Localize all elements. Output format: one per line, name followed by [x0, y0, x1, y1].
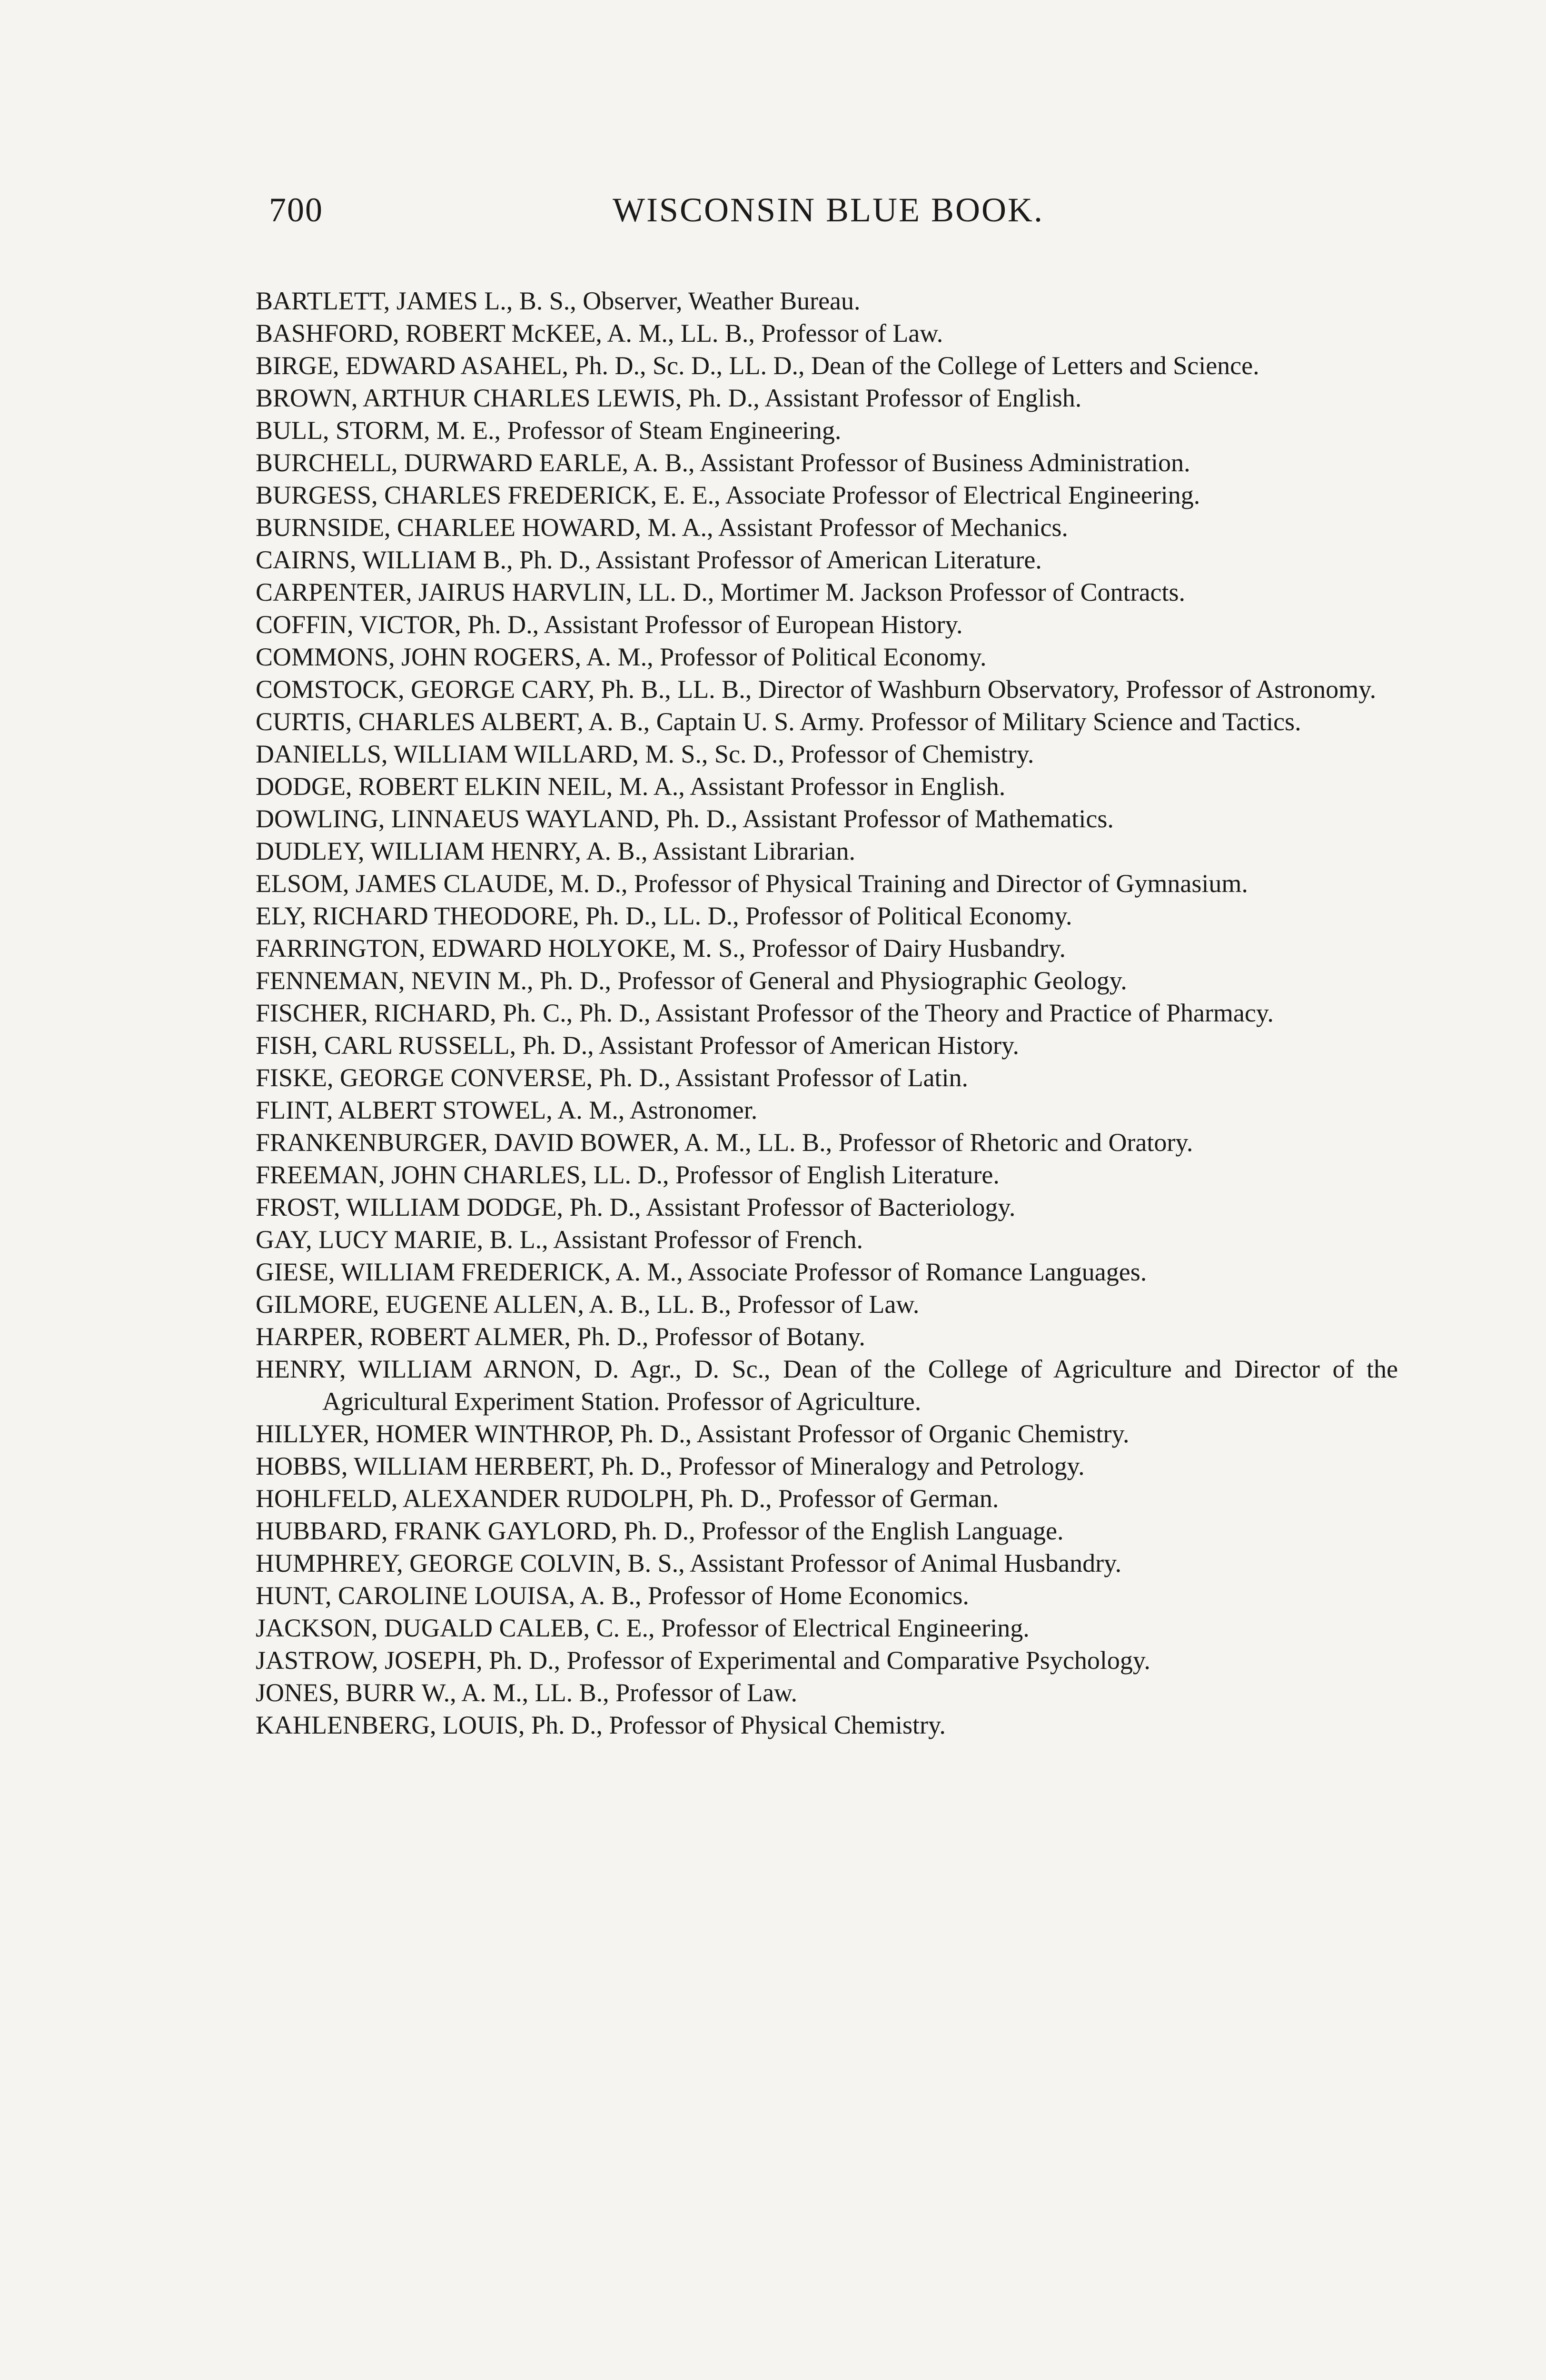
- list-item: DODGE, ROBERT ELKIN NEIL, M. A., Assistant Professor in English.: [256, 772, 1006, 801]
- list-item: HOBBS, WILLIAM HERBERT, Ph. D., Professor of Mineralogy and Petrology.: [256, 1452, 1085, 1480]
- list-item: FRANKENBURGER, DAVID BOWER, A. M., LL. B., Professor of Rhetoric and Oratory.: [256, 1128, 1193, 1157]
- page-header: [269, 190, 1387, 243]
- faculty-list: [256, 285, 1398, 1741]
- running-title: WISCONSIN BLUE BOOK.: [613, 191, 1044, 229]
- list-item: DUDLEY, WILLIAM HENRY, A. B., Assistant Librarian.: [256, 837, 855, 865]
- list-item: CARPENTER, JAIRUS HARVLIN, LL. D., Mortimer M. Jackson Professor of Contracts.: [256, 578, 1186, 606]
- list-item: COFFIN, VICTOR, Ph. D., Assistant Professor of European History.: [256, 610, 963, 639]
- list-item: CAIRNS, WILLIAM B., Ph. D., Assistant Professor of American Literature.: [256, 545, 1042, 574]
- list-item: DANIELLS, WILLIAM WILLARD, M. S., Sc. D., Professor of Chemistry.: [256, 740, 1034, 768]
- list-item: FISH, CARL RUSSELL, Ph. D., Assistant Professor of American History.: [256, 1031, 1020, 1060]
- list-item: KAHLENBERG, LOUIS, Ph. D., Professor of Physical Chemistry.: [256, 1711, 946, 1739]
- page-number: 700: [269, 191, 323, 229]
- list-item: JONES, BURR W., A. M., LL. B., Professor of Law.: [256, 1678, 798, 1707]
- list-item: HILLYER, HOMER WINTHROP, Ph. D., Assistant Professor of Organic Chemistry.: [256, 1419, 1130, 1448]
- list-item: FROST, WILLIAM DODGE, Ph. D., Assistant Professor of Bacteriology.: [256, 1193, 1016, 1221]
- list-item: BROWN, ARTHUR CHARLES LEWIS, Ph. D., Assistant Professor of English.: [256, 384, 1082, 412]
- list-item: FISCHER, RICHARD, Ph. C., Ph. D., Assistant Professor of the Theory and Practice of Pharmacy.: [256, 999, 1274, 1027]
- list-item: HUMPHREY, GEORGE COLVIN, B. S., Assistant Professor of Animal Husbandry.: [256, 1549, 1122, 1577]
- list-item: GILMORE, EUGENE ALLEN, A. B., LL. B., Professor of Law.: [256, 1290, 920, 1319]
- list-item: BASHFORD, ROBERT McKEE, A. M., LL. B., Professor of Law.: [256, 319, 943, 347]
- list-item: JACKSON, DUGALD CALEB, C. E., Professor of Electrical Engineering.: [256, 1614, 1030, 1642]
- list-item: BIRGE, EDWARD ASAHEL, Ph. D., Sc. D., LL. D., Dean of the College of Letters and Science.: [256, 351, 1259, 380]
- list-item: ELSOM, JAMES CLAUDE, M. D., Professor of Physical Training and Director of Gymnasium.: [256, 869, 1248, 898]
- list-item: BARTLETT, JAMES L., B. S., Observer, Weather Bureau.: [256, 287, 861, 315]
- list-item: HUBBARD, FRANK GAYLORD, Ph. D., Professor of the English Language.: [256, 1517, 1064, 1545]
- list-item: FENNEMAN, NEVIN M., Ph. D., Professor of General and Physiographic Geology.: [256, 966, 1127, 995]
- list-item: FREEMAN, JOHN CHARLES, LL. D., Professor of English Literature.: [256, 1160, 1000, 1189]
- list-item: DOWLING, LINNAEUS WAYLAND, Ph. D., Assistant Professor of Mathematics.: [256, 804, 1114, 833]
- list-item: COMSTOCK, GEORGE CARY, Ph. B., LL. B., Director of Washburn Observatory, Professor of Astronomy.: [256, 675, 1377, 704]
- list-item: GAY, LUCY MARIE, B. L., Assistant Professor of French.: [256, 1225, 863, 1254]
- list-item: BURNSIDE, CHARLEE HOWARD, M. A., Assistant Professor of Mechanics.: [256, 513, 1068, 542]
- list-item: BURCHELL, DURWARD EARLE, A. B., Assistant Professor of Business Administration.: [256, 448, 1190, 477]
- list-item: CURTIS, CHARLES ALBERT, A. B., Captain U. S. Army. Professor of Military Science and Tactics.: [256, 707, 1301, 736]
- list-item: ELY, RICHARD THEODORE, Ph. D., LL. D., Professor of Political Economy.: [256, 902, 1072, 930]
- list-item: HUNT, CAROLINE LOUISA, A. B., Professor of Home Economics.: [256, 1581, 969, 1610]
- list-item: FARRINGTON, EDWARD HOLYOKE, M. S., Professor of Dairy Husbandry.: [256, 934, 1066, 962]
- list-item: FLINT, ALBERT STOWEL, A. M., Astronomer.: [256, 1096, 758, 1124]
- list-item: HENRY, WILLIAM ARNON, D. Agr., D. Sc., Dean of the College of Agriculture and Director of the Agricultural Experiment Station. Professor of Agriculture.: [256, 1355, 1398, 1416]
- list-item: FISKE, GEORGE CONVERSE, Ph. D., Assistant Professor of Latin.: [256, 1063, 969, 1092]
- list-item: GIESE, WILLIAM FREDERICK, A. M., Associate Professor of Romance Languages.: [256, 1258, 1147, 1286]
- list-item: BULL, STORM, M. E., Professor of Steam Engineering.: [256, 416, 842, 445]
- list-item: JASTROW, JOSEPH, Ph. D., Professor of Experimental and Comparative Psychology.: [256, 1646, 1150, 1675]
- list-item: BURGESS, CHARLES FREDERICK, E. E., Associate Professor of Electrical Engineering.: [256, 481, 1200, 509]
- list-item: COMMONS, JOHN ROGERS, A. M., Professor of Political Economy.: [256, 643, 987, 671]
- list-item: HOHLFELD, ALEXANDER RUDOLPH, Ph. D., Professor of German.: [256, 1484, 999, 1513]
- list-item: HARPER, ROBERT ALMER, Ph. D., Professor of Botany.: [256, 1322, 865, 1351]
